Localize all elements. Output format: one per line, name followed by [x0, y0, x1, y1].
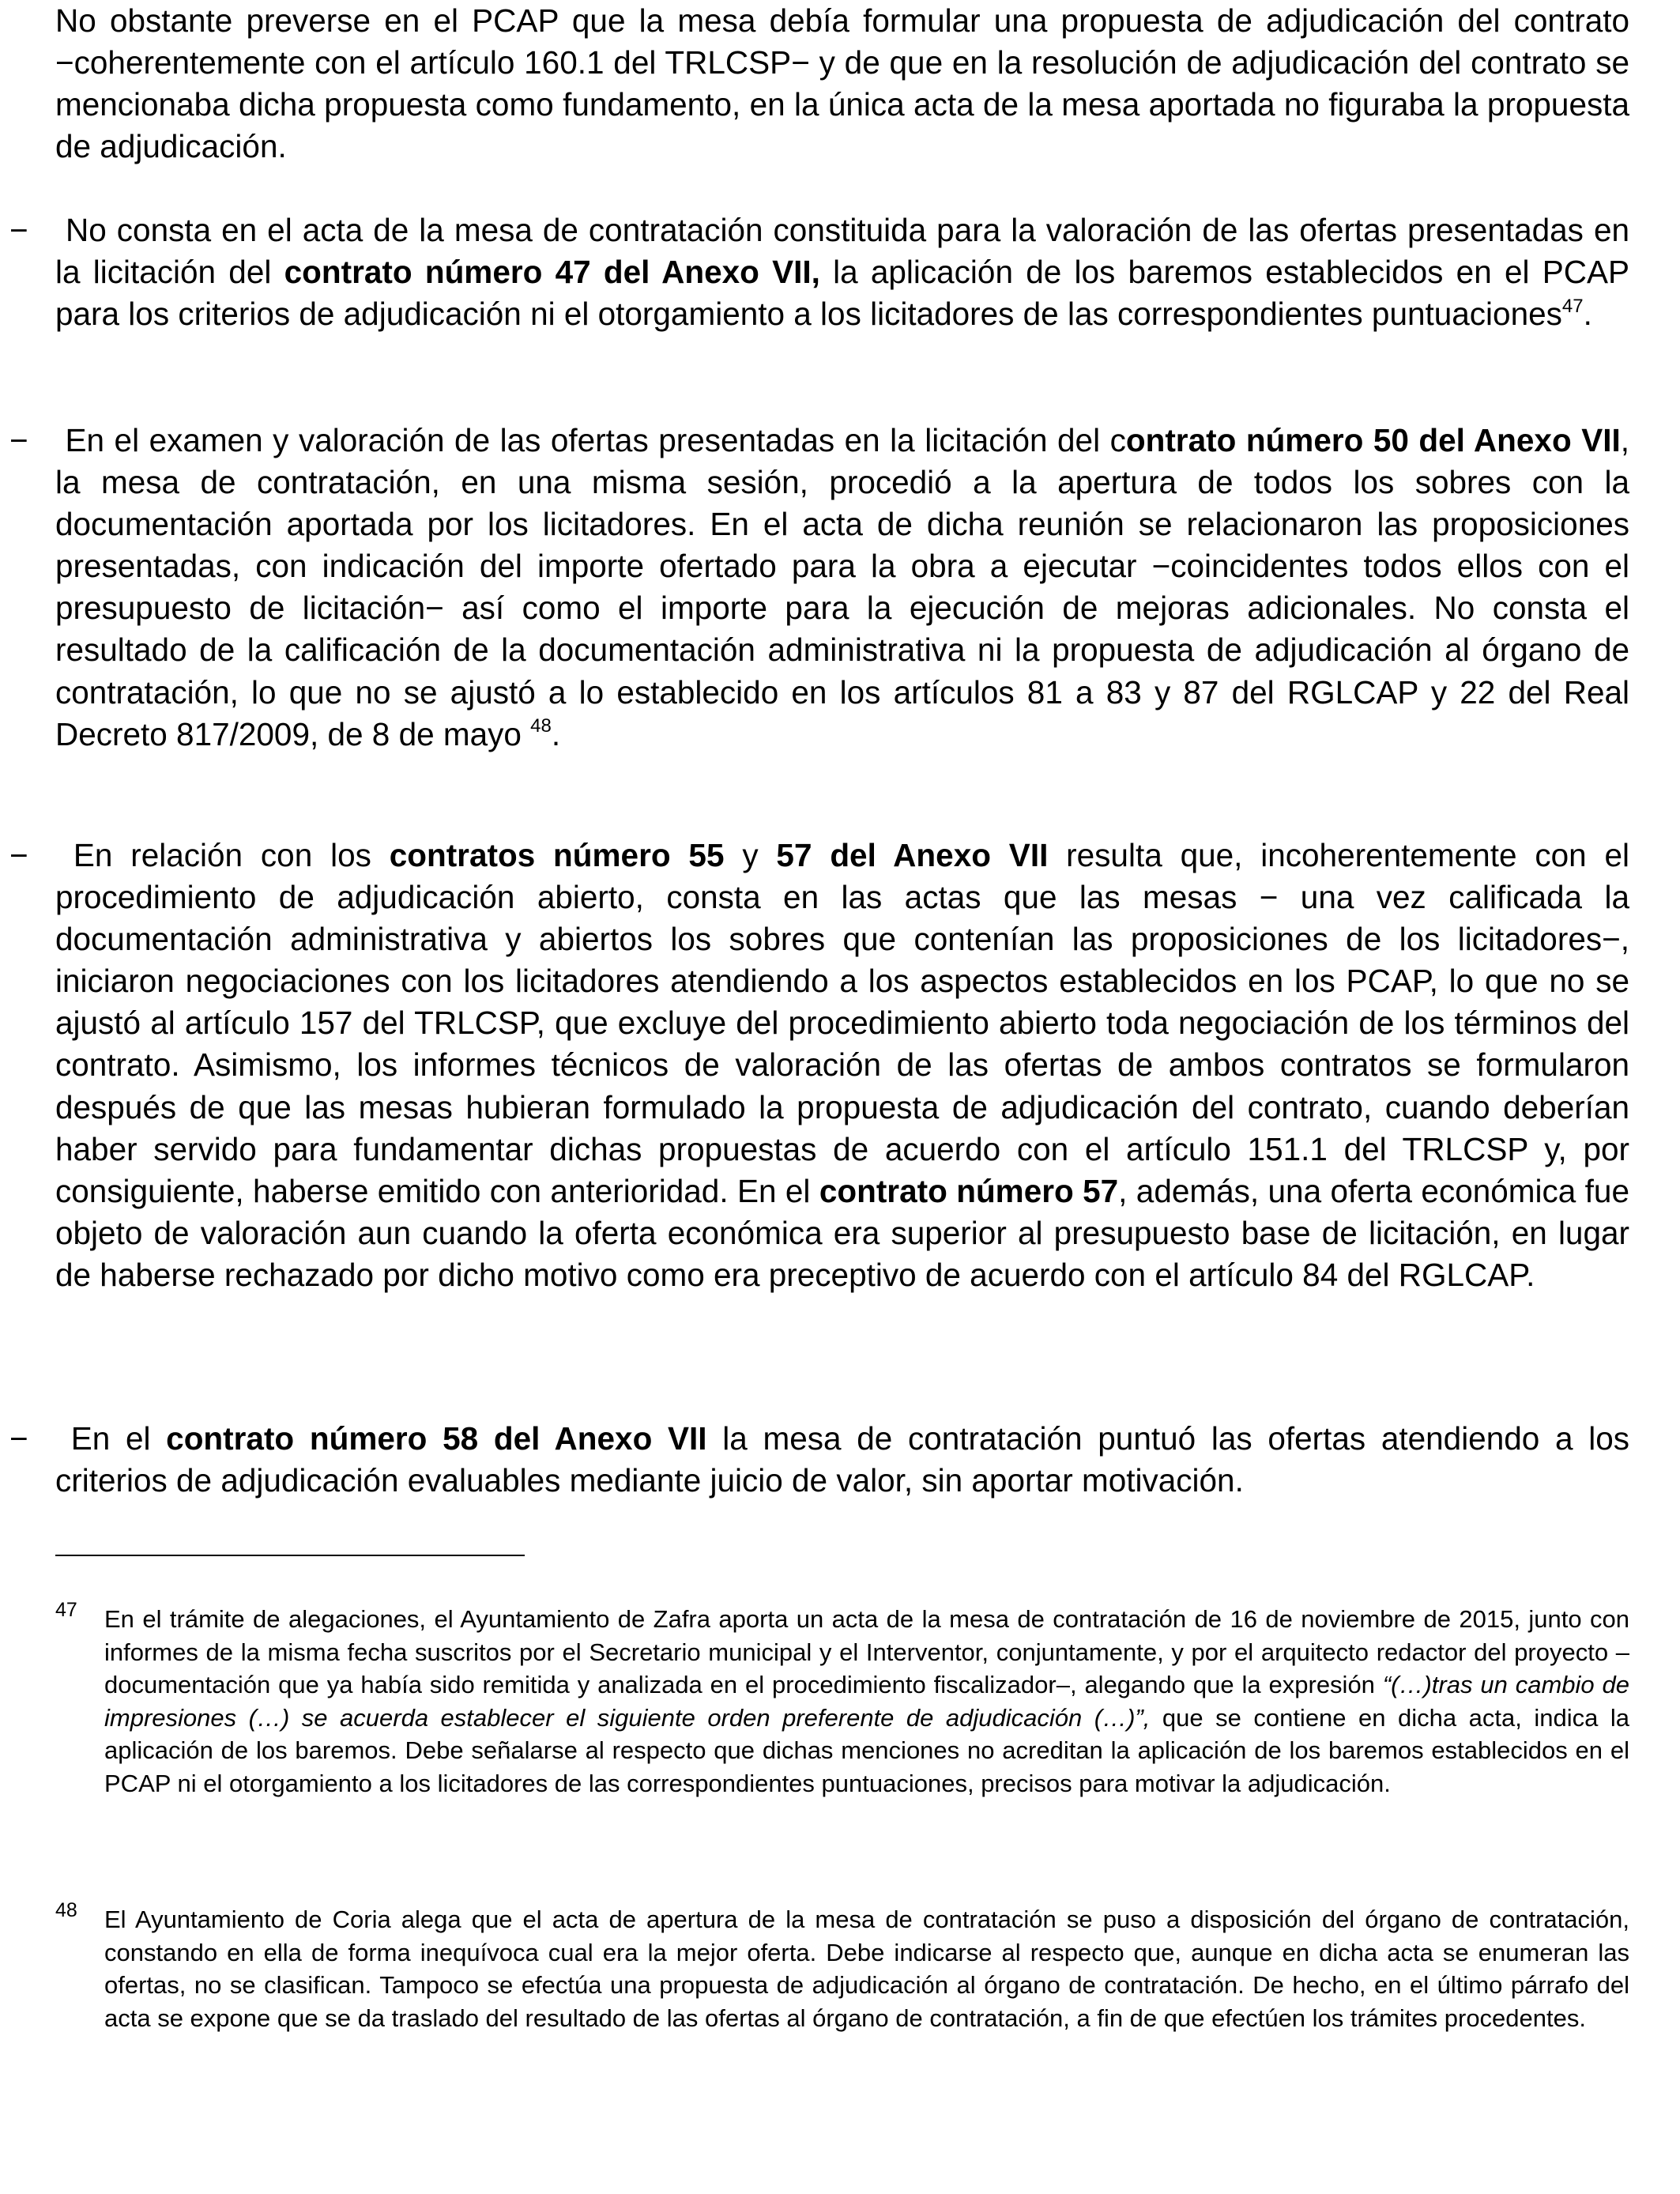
bullet-bold-part: contrato número 58 del Anexo VII: [166, 1420, 707, 1457]
intro-text: No obstante preverse en el PCAP que la mesa debía formular una propuesta de adjudicación del contrato −coherentemente con el artículo 160.1 del TRLCSP− y de que en la resolución de adjudicación del contrato se mencionaba dicha propuesta como fundamento, en la única acta de la mesa aportada no figuraba la propuesta de adjudicación.: [55, 2, 1629, 165]
footnote-text: [104, 1603, 1629, 1800]
footnote-italic-quote: “(…)tras un cambio de impresiones (…) se acuerda establecer el siguiente orden preferente de adjudicación (…)”,: [104, 1671, 1629, 1732]
bullet-item-contract-50: [9, 420, 1629, 756]
bullet-item-contracts-55-57: [9, 835, 1629, 1296]
bullet-text-part: En el: [70, 1420, 167, 1457]
bullet-text-end: .: [1583, 296, 1592, 333]
footnote-47: [55, 1599, 1629, 1800]
bullet-text: [55, 420, 1629, 756]
bullet-item-contract-58: [9, 1418, 1629, 1502]
bullet-text: [55, 835, 1629, 1296]
footnote-text-part: En el trámite de alegaciones, el Ayuntamiento de Zafra aporta un acta de la mesa de contratación de 16 de noviembre de 2015, junto con informes de la misma fecha suscritos por el Secretario municipal y el Interventor, conjuntamente, y por el arquitecto redactor del proyecto –documentación que ya había sido remitida y analizada en el procedimiento fiscalizador–, alegando que la expresión: [104, 1605, 1629, 1699]
bullet-text-part: , además, una oferta económica fue objeto de valoración aun cuando la oferta económica era superior al presupuesto base de licitación, en lugar de haberse rechazado por dicho motivo como era preceptivo de acuerdo con el artículo 84 del RGLCAP.: [55, 1172, 1629, 1293]
bullet-text-part: En relación con los: [73, 837, 390, 873]
bullet-bold-part: contrato número 47 del Anexo VII,: [284, 254, 820, 291]
bullet-text-part: En el examen y valoración de las ofertas presentadas en la licitación del c: [65, 422, 1126, 458]
bullet-dash: −: [9, 422, 28, 458]
bullet-item-contract-47: [9, 209, 1629, 335]
bullet-text-part: , la mesa de contratación, en una misma sesión, procedió a la apertura de todos los sobres con la documentación aportada por los licitadores. En el acta de dicha reunión se relacionaron las proposiciones presentadas, con indicación del importe ofertado para la obra a ejecutar −coincidentes todos ellos con el presupuesto de licitación− así como el importe para la ejecución de mejoras adicionales. No consta el resultado de la calificación de la documentación administrativa ni la propuesta de adjudicación al órgano de contratación, lo que no se ajustó a lo establecido en los artículos 81 a 83 y 87 del RGLCAP y 22 del Real Decreto 817/2009, de 8 de mayo: [55, 422, 1629, 752]
bullet-text: [55, 209, 1629, 335]
footnote-48: [55, 1899, 1629, 2034]
bullet-text-end: .: [551, 715, 561, 752]
footnote-mark: 48: [55, 1899, 77, 1921]
intro-paragraph: [55, 0, 1629, 168]
bullet-text-part: resulta que, incoherentemente con el procedimiento de adjudicación abierto, consta en las actas que las mesas − una vez calificada la documentación administrativa y abiertos los sobres que contenían las proposiciones de los licitadores−, iniciaron negociaciones con los licitadores atendiendo a los aspectos establecidos en los PCAP, lo que no se ajustó al artículo 157 del TRLCSP, que excluye del procedimiento abierto toda negociación de los términos del contrato. Asimismo, los informes técnicos de valoración de las ofertas de ambos contratos se formularon después de que las mesas hubieran formulado la propuesta de adjudicación del contrato, cuando deberían haber servido para fundamentar dichas propuestas de acuerdo con el artículo 151.1 del TRLCSP y, por consiguiente, haberse emitido con anterioridad. En el: [55, 837, 1629, 1209]
footnote-mark: 47: [55, 1599, 77, 1621]
bullet-bold-part: ontrato número 50 del Anexo VII: [1125, 422, 1621, 458]
bullet-text-part: y: [724, 837, 777, 873]
bullet-dash: −: [9, 837, 28, 873]
footnote-ref-47[interactable]: 47: [1561, 295, 1584, 317]
bullet-text: [55, 1418, 1629, 1502]
footnote-text-part: que se contiene en dicha acta, indica la aplicación de los baremos. Debe señalarse al respecto que dichas menciones no acreditan la aplicación de los baremos establecidos en el PCAP ni el otorgamiento a los licitadores de las correspondientes puntuaciones, precisos para motivar la adjudicación.: [104, 1703, 1629, 1797]
bullet-text-part: la mesa de contratación puntuó las ofertas atendiendo a los criterios de adjudicación evaluables mediante juicio de valor, sin aportar motivación.: [55, 1420, 1629, 1499]
bullet-bold-part: contrato número 57: [819, 1172, 1119, 1209]
footnote-text: El Ayuntamiento de Coria alega que el acta de apertura de la mesa de contratación se puso a disposición del órgano de contratación, constando en ella de forma inequívoca cual era la mejor oferta. Debe indicarse al respecto que, aunque en dicha acta se enumeran las ofertas, no se clasifican. Tampoco se efectúa una propuesta de adjudicación al órgano de contratación. De hecho, en el último párrafo del acta se expone que se da traslado del resultado de las ofertas al órgano de contratación, a fin de que efectúen los trámites procedentes.: [104, 1906, 1629, 2032]
footnote-ref-48[interactable]: 48: [530, 715, 552, 737]
bullet-dash: −: [9, 1420, 28, 1457]
bullet-text-part: No consta en el acta de la mesa de contratación constituida para la valoración de las ofertas presentadas en la licitación del: [55, 212, 1629, 291]
bullet-dash: −: [9, 212, 28, 248]
footnote-separator: [55, 1555, 525, 1556]
bullet-bold-part: contratos número 55: [389, 837, 725, 873]
bullet-text-part: la aplicación de los baremos establecidos en el PCAP para los criterios de adjudicación ni el otorgamiento a los licitadores de las correspondientes puntuaciones: [55, 254, 1629, 333]
bullet-bold-part: 57 del Anexo VII: [776, 837, 1049, 873]
